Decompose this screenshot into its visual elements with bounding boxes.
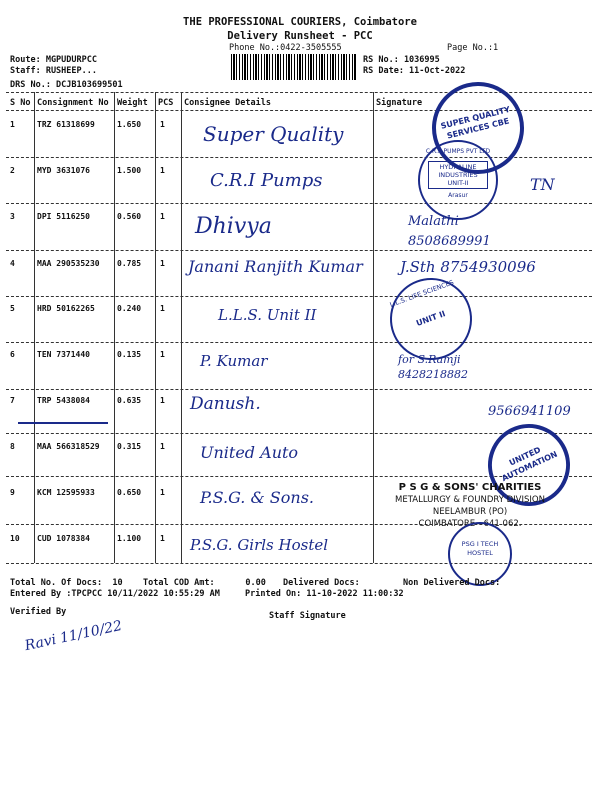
row-consignee: United Auto bbox=[200, 443, 299, 462]
phone-number: Phone No.:0422-3505555 bbox=[229, 43, 342, 53]
col-signature: Signature bbox=[376, 98, 423, 108]
row-weight: 0.650 bbox=[117, 488, 142, 497]
staff-label: Staff: RUSHEEP... bbox=[10, 66, 97, 76]
staff-signature: Staff Signature bbox=[269, 611, 346, 621]
verified-signature: Ravi 11/10/22 bbox=[23, 617, 124, 655]
row-sno: 1 bbox=[10, 120, 15, 129]
route-label: Route: MGPUDURPCC bbox=[10, 55, 97, 65]
psg-stamp-line4: COIMBATORE - 641 062. bbox=[418, 519, 522, 529]
total-cod: Total COD Amt: 0.00 bbox=[143, 578, 266, 588]
row-sno: 5 bbox=[10, 304, 15, 313]
row-pcs: 1 bbox=[160, 120, 165, 129]
row-sno: 10 bbox=[10, 534, 20, 543]
row-consignment: TRZ 61318699 bbox=[37, 120, 95, 129]
row-sno: 6 bbox=[10, 350, 15, 359]
row-signature: 9566941109 bbox=[488, 404, 571, 419]
row-signature: J.Sth 8754930096 bbox=[400, 258, 536, 276]
row-weight: 0.560 bbox=[117, 212, 142, 221]
lls-stamp-unit: UNIT II bbox=[415, 309, 447, 328]
row-consignment: CUD 1078384 bbox=[37, 534, 90, 543]
row-weight: 0.135 bbox=[117, 350, 142, 359]
psg-stamp-line3: NEELAMBUR (PO) bbox=[432, 507, 508, 517]
total-docs: Total No. Of Docs: 10 bbox=[10, 578, 123, 588]
signature-underline bbox=[18, 422, 108, 424]
company-name: THE PROFESSIONAL COURIERS, Coimbatore bbox=[183, 16, 417, 28]
row-pcs: 1 bbox=[160, 442, 165, 451]
row-signature: for S.Ramji 8428218882 bbox=[398, 353, 468, 381]
col-consignee: Consignee Details bbox=[184, 98, 271, 108]
row-consignment: HRD 50162265 bbox=[37, 304, 95, 313]
row-signature: Malathi 8508689991 bbox=[408, 214, 491, 249]
row-sno: 3 bbox=[10, 212, 15, 221]
row-pcs: 1 bbox=[160, 259, 165, 268]
row-weight: 0.635 bbox=[117, 396, 142, 405]
row-consignment: MAA 566318529 bbox=[37, 442, 100, 451]
col-sno: S No bbox=[10, 98, 31, 108]
row-consignment: TRP 5438084 bbox=[37, 396, 90, 405]
row-consignee: Janani Ranjith Kumar bbox=[188, 257, 363, 276]
row-consignment: TEN 7371440 bbox=[37, 350, 90, 359]
col-consignment: Consignment No bbox=[37, 98, 109, 108]
lls-stamp-name: L.L.S. LIFE SCIENCES bbox=[388, 278, 455, 309]
barcode bbox=[231, 54, 357, 80]
delivered-docs: Delivered Docs: bbox=[283, 578, 360, 588]
psg-hostel-stamp bbox=[448, 522, 512, 586]
row-signature: TN bbox=[530, 175, 555, 194]
row-pcs: 1 bbox=[160, 534, 165, 543]
row-consignee: Danush. bbox=[190, 394, 261, 414]
row-sno: 2 bbox=[10, 166, 15, 175]
psg-hostel-stamp-text: PSG I TECH HOSTEL bbox=[461, 540, 499, 557]
cri-stamp-line2: HYDRALINE INDUSTRIES UNIT-II bbox=[428, 161, 488, 189]
rs-number: RS No.: 1036995 bbox=[363, 55, 440, 65]
row-sno: 9 bbox=[10, 488, 15, 497]
row-consignee: P.S.G. Girls Hostel bbox=[190, 536, 329, 554]
verified-by: Verified By bbox=[10, 607, 67, 617]
row-consignee: Super Quality bbox=[203, 122, 344, 146]
row-pcs: 1 bbox=[160, 166, 165, 175]
row-weight: 0.315 bbox=[117, 442, 142, 451]
page-number: Page No.:1 bbox=[447, 43, 499, 53]
printed-on: Printed On: 11-10-2022 11:00:32 bbox=[245, 589, 404, 599]
row-consignee: P. Kumar bbox=[200, 352, 268, 370]
row-consignment: KCM 12595933 bbox=[37, 488, 95, 497]
entered-by: Entered By :TPCPCC 10/11/2022 10:55:29 AM bbox=[10, 589, 220, 599]
row-sno: 4 bbox=[10, 259, 15, 268]
row-weight: 1.100 bbox=[117, 534, 142, 543]
row-sno: 7 bbox=[10, 396, 15, 405]
cri-pumps-stamp bbox=[418, 140, 498, 220]
psg-metallurgy-stamp bbox=[380, 482, 560, 529]
cri-stamp-line3: Arasur bbox=[448, 192, 468, 199]
col-pcs: PCS bbox=[158, 98, 174, 108]
row-pcs: 1 bbox=[160, 396, 165, 405]
row-weight: 0.785 bbox=[117, 259, 142, 268]
row-sno: 8 bbox=[10, 442, 15, 451]
row-consignment: DPI 5116250 bbox=[37, 212, 90, 221]
row-consignee: C.R.I Pumps bbox=[210, 170, 323, 191]
row-consignee: L.L.S. Unit II bbox=[218, 306, 317, 324]
row-weight: 1.500 bbox=[117, 166, 142, 175]
rs-date: RS Date: 11-Oct-2022 bbox=[363, 66, 466, 76]
row-pcs: 1 bbox=[160, 212, 165, 221]
psg-stamp-line1: P S G & SONS' CHARITIES bbox=[398, 482, 542, 493]
psg-stamp-line2: METALLURGY & FOUNDRY DIVISION bbox=[395, 495, 545, 505]
row-consignee: P.S.G. & Sons. bbox=[200, 488, 314, 507]
row-pcs: 1 bbox=[160, 350, 165, 359]
super-quality-stamp-text: SUPER QUALITY SERVICES CBE bbox=[439, 104, 512, 141]
non-delivered-docs: Non Delivered Docs: bbox=[403, 578, 501, 588]
cri-stamp-line1: C.R.I. PUMPS PVT LTD bbox=[425, 148, 491, 155]
row-consignee: Dhivya bbox=[195, 214, 272, 239]
row-weight: 0.240 bbox=[117, 304, 142, 313]
drs-number: DRS No.: DCJB103699501 bbox=[10, 80, 123, 90]
row-weight: 1.650 bbox=[117, 120, 142, 129]
row-pcs: 1 bbox=[160, 488, 165, 497]
row-consignment: MAA 290535230 bbox=[37, 259, 100, 268]
united-stamp-text: UNITED AUTOMATION bbox=[500, 445, 559, 484]
document-title: Delivery Runsheet - PCC bbox=[227, 30, 373, 42]
row-pcs: 1 bbox=[160, 304, 165, 313]
row-consignment: MYD 3631076 bbox=[37, 166, 90, 175]
col-weight: Weight bbox=[117, 98, 148, 108]
